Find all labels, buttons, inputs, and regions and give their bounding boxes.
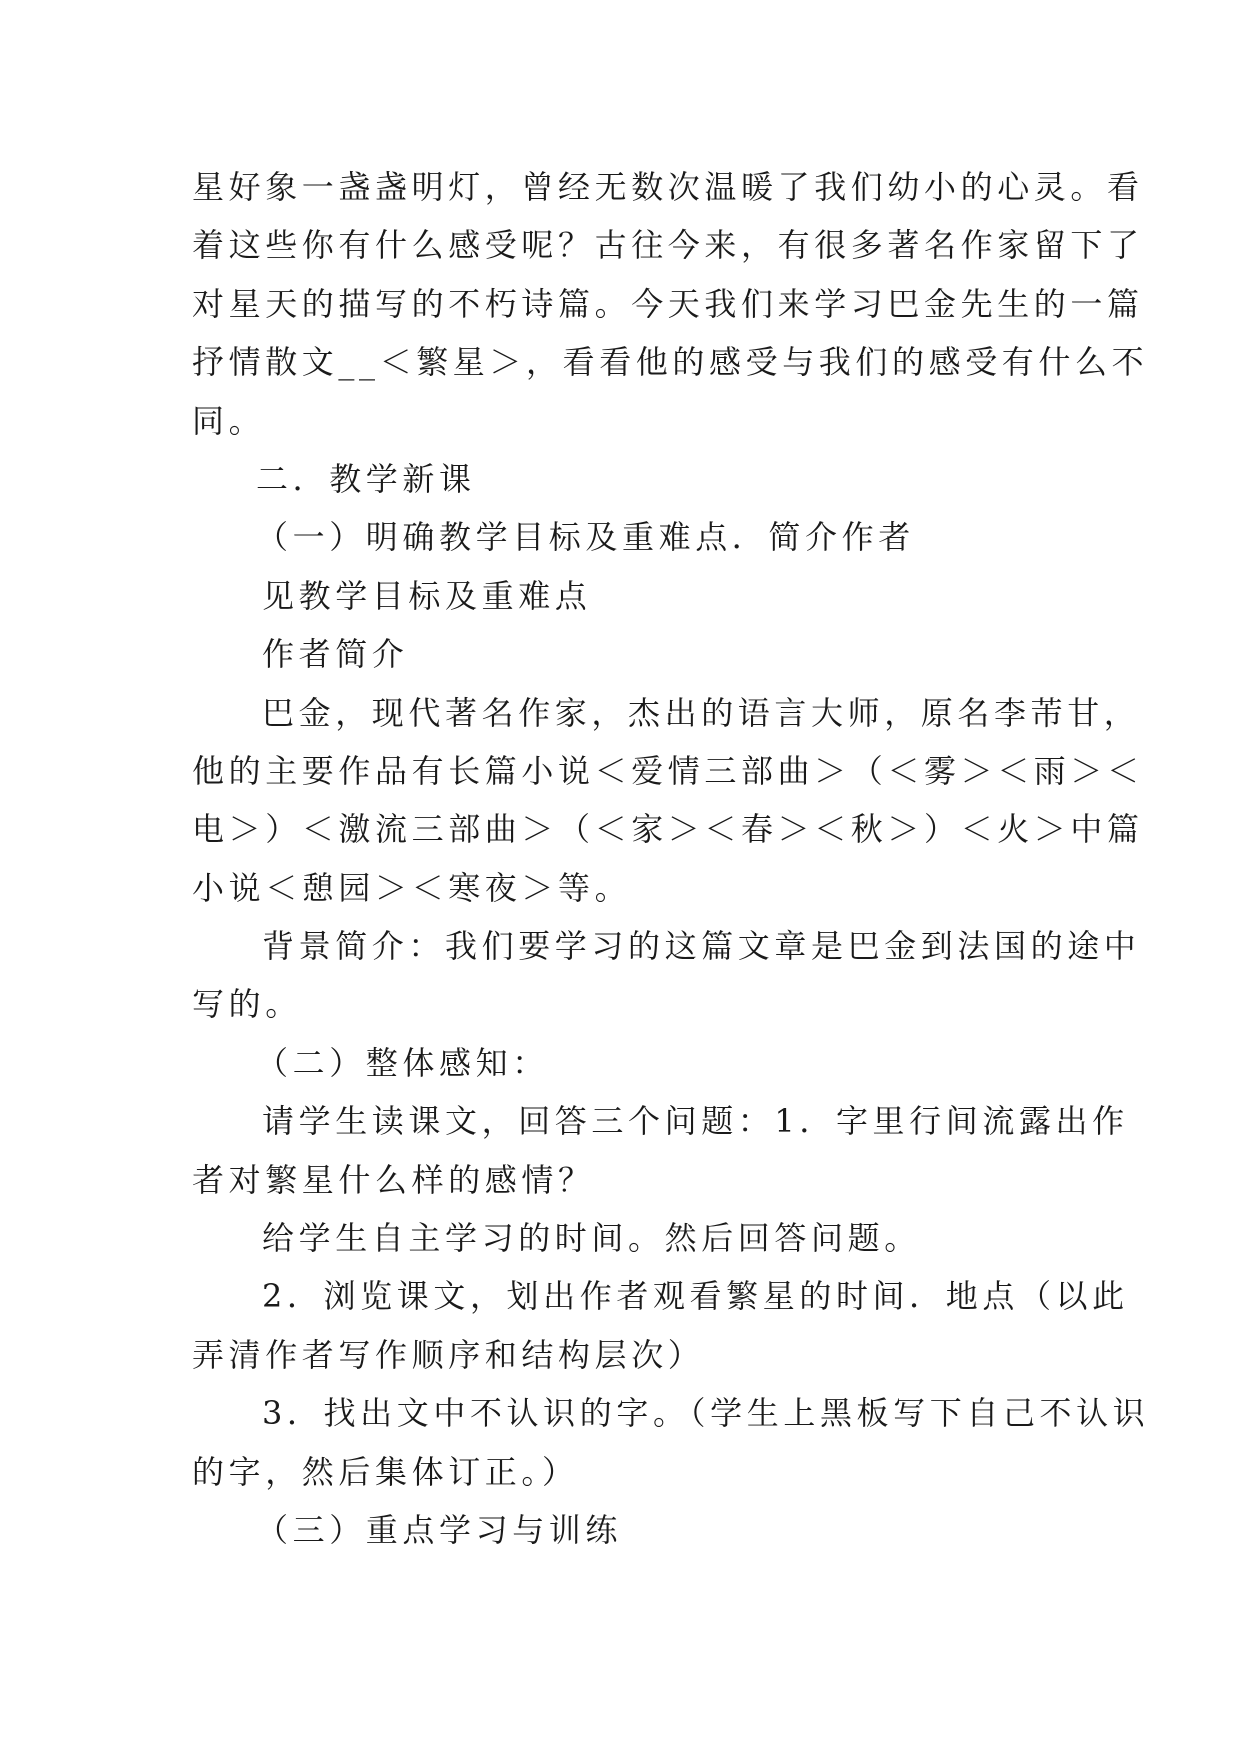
subsection-heading: （一）明确教学目标及重难点．简介作者 (256, 518, 915, 557)
text-line: 作者简介 (262, 635, 409, 674)
text-line: 着这些你有什么感受呢？古往今来，有很多著名作家留下了 (192, 226, 1144, 265)
text-line: 电＞）＜激流三部曲＞（＜家＞＜春＞＜秋＞）＜火＞中篇 (192, 810, 1144, 849)
section-heading: 二．教学新课 (256, 459, 476, 498)
subsection-heading: （二）整体感知： (256, 1043, 549, 1082)
text-line: 巴金，现代著名作家，杰出的语言大师，原名李芾甘， (262, 693, 1141, 732)
text-line: 星好象一盏盏明灯，曾经无数次温暖了我们幼小的心灵。看 (192, 168, 1144, 206)
text-line: 3．找出文中不认识的字。（学生上黑板写下自己不认识 (262, 1394, 1150, 1433)
text-line: 2．浏览课文，划出作者观看繁星的时间．地点（以此 (262, 1277, 1129, 1316)
text-line: 写的。 (192, 985, 302, 1024)
text-line: 他的主要作品有长篇小说＜爱情三部曲＞（＜雾＞＜雨＞＜ (192, 751, 1144, 790)
text-line: 见教学目标及重难点 (262, 576, 592, 615)
text-line: 同。 (192, 401, 266, 440)
document-body (192, 158, 1150, 1559)
text-line: 弄清作者写作顺序和结构层次） (192, 1335, 705, 1374)
text-line: 背景简介：我们要学习的这篇文章是巴金到法国的途中 (262, 927, 1141, 966)
text-line: 小说＜憩园＞＜寒夜＞等。 (192, 868, 632, 907)
text-line: 请学生读课文，回答三个问题：1．字里行间流露出作 (262, 1102, 1129, 1141)
text-line: 抒情散文__＜繁星＞，看看他的感受与我们的感受有什么不 (192, 343, 1149, 382)
text-line: 的字，然后集体订正。） (192, 1452, 579, 1491)
text-line: 者对繁星什么样的感情？ (192, 1160, 595, 1199)
text-line: 对星天的描写的不朽诗篇。今天我们来学习巴金先生的一篇 (192, 284, 1144, 323)
subsection-heading: （三）重点学习与训练 (256, 1510, 623, 1549)
text-line: 给学生自主学习的时间。然后回答问题。 (262, 1219, 921, 1258)
